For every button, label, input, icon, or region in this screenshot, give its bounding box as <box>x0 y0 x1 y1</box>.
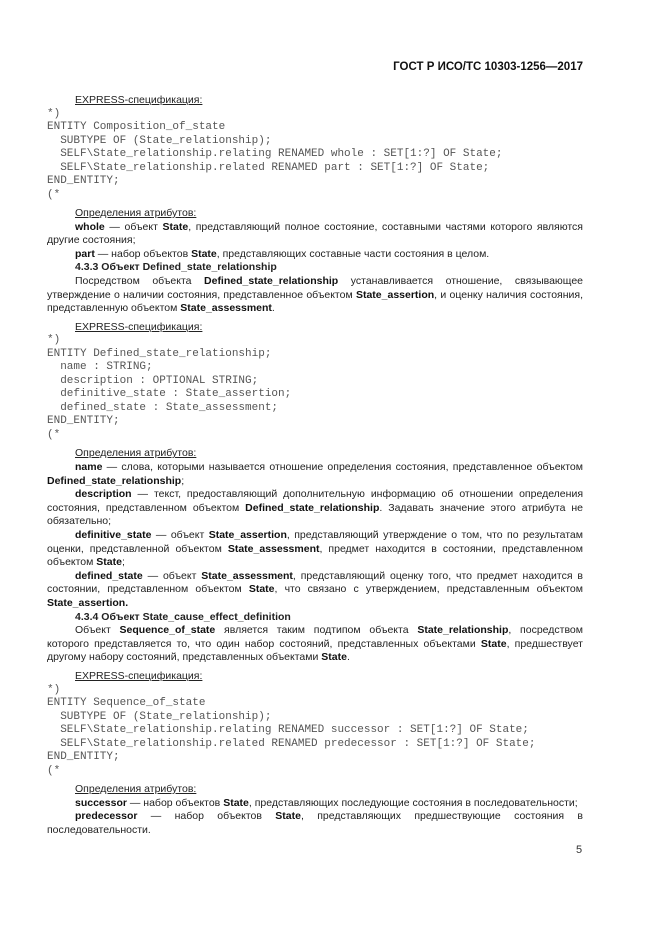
text-run: — слова, которыми называется отношение определения состояния, представленное объектом <box>102 461 583 474</box>
bold-term: State <box>223 796 249 809</box>
code-line: *) <box>47 334 61 347</box>
code-line: END_ENTITY; <box>47 175 120 188</box>
paragraph <box>47 248 583 262</box>
code-line: name : STRING; <box>47 361 153 374</box>
text-run: , посредством которого представляется то, что один набор состояний, представленных объектами <box>47 624 583 650</box>
text-run: устанавливается отношение, связывающее утверждение о наличии состояния, представленное объектом <box>47 275 583 301</box>
section-label: Определения атрибутов: <box>75 447 197 460</box>
code-line: SELF\State_relationship.relating RENAMED successor : SET[1:?] OF State; <box>47 724 529 737</box>
text-run: — набор объектов <box>94 247 192 260</box>
bold-term: State_assertion <box>355 288 435 301</box>
code-line: *) <box>47 683 61 696</box>
section-label: EXPRESS-спецификация: <box>75 94 203 106</box>
text-run: , представляющих предшествующие состояния в последовательности. <box>47 810 583 836</box>
express-code-block <box>47 108 583 203</box>
express-code-block <box>47 334 583 442</box>
text-run: — набор объектов <box>126 796 224 809</box>
text-run: Объект <box>75 624 120 637</box>
text-run: , что связано с утверждением, представленным объектом <box>274 583 583 596</box>
text-run: . Задавать значение этого атрибута не обязательно; <box>47 501 583 528</box>
code-line: description : OPTIONAL STRING; <box>47 374 259 387</box>
code-line: ENTITY Composition_of_state <box>47 121 226 134</box>
code-line: (* <box>47 764 61 777</box>
text-run: , представляющий полное состояние, составными частями которого являются другие состояния; <box>47 220 583 247</box>
code-line: SELF\State_relationship.related RENAMED predecessor : SET[1:?] OF State; <box>47 737 536 750</box>
code-line: END_ENTITY; <box>47 415 120 428</box>
code-line: SUBTYPE OF (State_relationship); <box>47 134 272 147</box>
document-header: ГОСТ Р ИСО/ТС 10303-1256—2017 <box>393 61 583 73</box>
bold-term: part <box>75 247 95 260</box>
bold-term: State <box>191 247 217 260</box>
paragraph <box>47 624 583 665</box>
text-run: ; <box>121 556 125 569</box>
bold-term: State_assertion. <box>47 596 129 609</box>
text-run: , представляющих составные части состояния в целом. <box>216 247 490 260</box>
bold-term: predecessor <box>75 810 138 823</box>
bold-term: State_relationship <box>417 624 509 637</box>
paragraph <box>47 461 583 488</box>
bold-term: State <box>96 556 122 569</box>
bold-term: State_assessment <box>180 302 272 315</box>
text-run: Посредством объекта <box>75 275 205 288</box>
document-body <box>47 92 583 837</box>
bold-term: State <box>480 637 507 650</box>
code-line: ENTITY Sequence_of_state <box>47 697 206 710</box>
text-run: , предшествует другому набору состояний, представленных объектами <box>47 637 583 664</box>
code-line: SUBTYPE OF (State_relationship); <box>47 710 272 723</box>
bold-term: State <box>162 220 189 233</box>
text-run: — объект <box>104 220 163 233</box>
section-label: Определения атрибутов: <box>75 207 197 220</box>
text-run: , представляющих последующие состояния в последовательности; <box>248 796 578 809</box>
text-run: ; <box>181 474 185 487</box>
text-run: , представляющий оценку того, что предмет находится в состоянии, представленном объектом <box>47 569 583 596</box>
bold-term: State_assessment <box>227 542 320 555</box>
text-run: . <box>271 302 275 315</box>
express-code-block <box>47 684 583 779</box>
bold-term: name <box>75 461 103 474</box>
section-label: EXPRESS-спецификация: <box>75 320 203 333</box>
code-line: (* <box>47 188 61 201</box>
code-line: SELF\State_relationship.relating RENAMED whole : SET[1:?] OF State; <box>47 148 503 161</box>
section-label: Определения атрибутов: <box>75 783 197 796</box>
bold-term: State_assertion <box>208 529 287 541</box>
text-run: — объект <box>151 529 209 541</box>
bold-term: State <box>275 810 301 823</box>
text-run: — объект <box>142 569 202 582</box>
section-heading: 4.3.4 Объект State_cause_effect_definition <box>75 610 291 623</box>
page-number: 5 <box>576 844 583 856</box>
text-run: . <box>346 651 350 664</box>
bold-term: State_assessment <box>201 569 293 582</box>
paragraph <box>47 221 583 248</box>
text-run: является таким подтипом объекта <box>215 624 418 637</box>
bold-term: Sequence_of_state <box>119 624 216 637</box>
bold-term: whole <box>75 220 105 233</box>
bold-term: Defined_state_relationship <box>47 474 182 487</box>
text-run: — набор объектов <box>137 810 276 823</box>
bold-term: definitive_state <box>75 529 152 541</box>
code-line: SELF\State_relationship.related RENAMED part : SET[1:?] OF State; <box>47 161 490 174</box>
paragraph <box>47 797 583 811</box>
section-label: EXPRESS-спецификация: <box>75 669 203 682</box>
bold-term: Defined_state_relationship <box>204 275 339 288</box>
text-run: , предмет находится в состоянии, представленном объектом <box>47 542 583 569</box>
bold-term: State <box>248 583 275 596</box>
bold-term: Defined_state_relationship <box>245 501 380 514</box>
bold-term: successor <box>75 796 127 809</box>
paragraph <box>47 810 583 837</box>
paragraph <box>47 570 583 611</box>
bold-term: description <box>75 488 132 501</box>
text-run: , и оценку наличия состояния, представленную объектом <box>47 288 583 315</box>
code-line: (* <box>47 428 61 441</box>
section-heading: 4.3.3 Объект Defined_state_relationship <box>75 261 277 274</box>
text-run: , представляющий утверждение о том, что по результатам оценки, представленной объектом <box>47 529 583 555</box>
paragraph <box>47 275 583 316</box>
bold-term: State <box>321 651 347 664</box>
bold-term: defined_state <box>75 569 143 582</box>
code-line: ENTITY Defined_state_relationship; <box>47 347 272 360</box>
code-line: *) <box>47 107 61 120</box>
code-line: END_ENTITY; <box>47 751 120 764</box>
paragraph <box>47 488 583 529</box>
paragraph <box>47 529 583 570</box>
code-line: defined_state : State_assessment; <box>47 401 279 414</box>
code-line: definitive_state : State_assertion; <box>47 388 292 401</box>
text-run: — текст, предоставляющий дополнительную информацию об отношении определения состояния, представленном объектом <box>47 488 583 514</box>
